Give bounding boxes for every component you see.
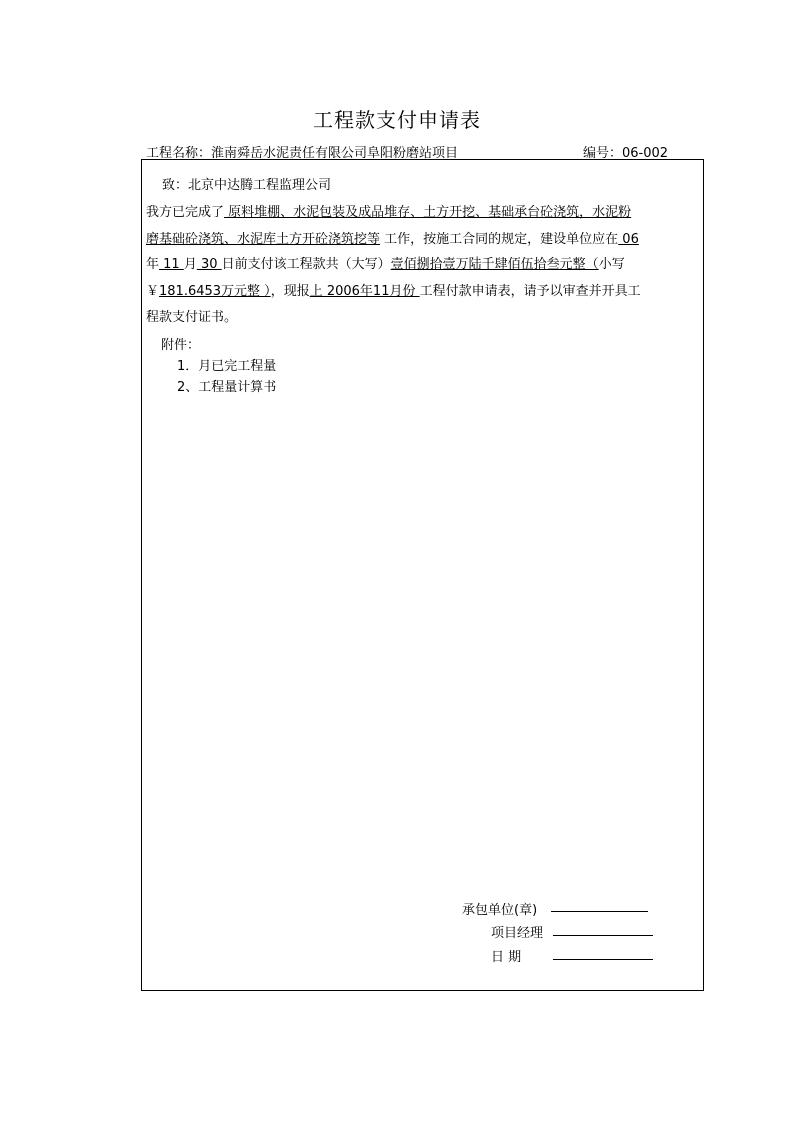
contractor-label: 承包单位(章) bbox=[462, 903, 538, 918]
date-signature-line[interactable] bbox=[553, 959, 653, 960]
body-text: 日前支付该工程款共（大写） bbox=[221, 257, 391, 272]
body-line-3 bbox=[146, 253, 625, 272]
attachment-item: 2、工程量计算书 bbox=[177, 380, 277, 395]
body-text: ￥ bbox=[146, 284, 160, 299]
body-text: 年 bbox=[146, 257, 160, 272]
amount-numeric: 181.6453万元整 ） bbox=[159, 284, 271, 299]
date-label: 日 期 bbox=[491, 950, 522, 965]
amount-uppercase: 壹佰捌拾壹万陆千肆佰伍拾叁元整（ bbox=[390, 257, 599, 272]
body-text: 小写 bbox=[598, 257, 625, 272]
payment-day: 30 bbox=[196, 257, 222, 272]
payment-year: 06 bbox=[618, 232, 639, 247]
attachments-label: 附件： bbox=[161, 338, 201, 353]
body-line-2 bbox=[146, 228, 639, 247]
body-text: 我方已完成了 bbox=[146, 205, 225, 220]
contractor-signature-line[interactable] bbox=[551, 911, 648, 912]
body-text: ，现报 bbox=[270, 284, 310, 299]
body-line-4 bbox=[146, 280, 641, 299]
addressee: 致：北京中达腾工程监理公司 bbox=[162, 178, 332, 193]
manager-signature-line[interactable] bbox=[553, 935, 653, 936]
manager-label: 项目经理 bbox=[491, 926, 544, 941]
work-description: 原料堆棚、水泥包装及成品堆存、土方开挖、基础承台砼浇筑，水泥粉 bbox=[224, 205, 632, 220]
form-number: 编号：06-002 bbox=[583, 146, 669, 161]
report-period: 上 2006年11月份 bbox=[309, 284, 420, 299]
work-description-cont: 磨基础砼浇筑、水泥库土方开砼浇筑挖等 bbox=[146, 232, 381, 247]
body-text: 工作，按施工合同的规定，建设单位应在 bbox=[384, 232, 619, 247]
project-name: 工程名称：淮南舜岳水泥责任有限公司阜阳粉磨站项目 bbox=[146, 146, 459, 161]
body-text: 工程付款申请表，请予以审查并开具工 bbox=[419, 284, 641, 299]
attachment-item: 1．月已完工程量 bbox=[177, 359, 277, 374]
payment-month: 11 bbox=[159, 257, 184, 272]
body-line-1 bbox=[146, 201, 631, 220]
body-text: 月 bbox=[183, 257, 197, 272]
form-title: 工程款支付申请表 bbox=[313, 108, 481, 132]
body-line-5: 程款支付证书。 bbox=[146, 310, 238, 325]
